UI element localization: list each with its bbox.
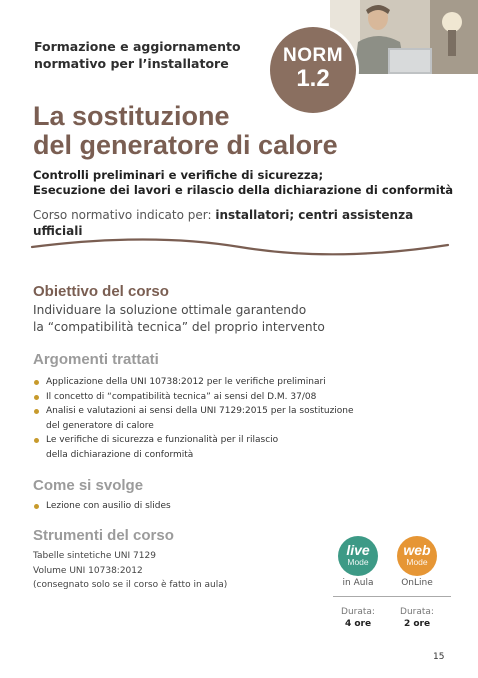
web-mode-icon [397, 536, 437, 576]
live-mode-icon [338, 536, 378, 576]
objective-line-2: la “compatibilità tecnica” del proprio intervento [33, 320, 325, 334]
live-mode-sub: Mode [347, 557, 369, 567]
topics-heading: Argomenti trattati [33, 351, 159, 368]
list-item-text: Lezione con ausilio di slides [46, 501, 171, 511]
list-item-text: Le verifiche di sicurezza e funzionalità per il rilascio [46, 435, 279, 445]
badge-number: 1.2 [296, 65, 330, 92]
web-duration-label: Durata: [400, 607, 434, 617]
list-item [33, 433, 453, 462]
how-list [33, 499, 453, 514]
objective-line-1: Individuare la soluzione ottimale garantendo [33, 303, 307, 317]
list-item [33, 375, 453, 390]
page-number: 15 [433, 652, 445, 662]
bullet-dot-icon [34, 438, 39, 443]
list-item [33, 390, 453, 405]
subtitle [33, 168, 463, 198]
badge-label: NORM [282, 45, 344, 66]
list-item-text: Il concetto di “compatibilità tecnica” ai sensi del D.M. 37/08 [46, 391, 317, 402]
list-item [33, 499, 453, 514]
audience-prefix: Corso normativo indicato per: [33, 208, 216, 222]
norm-badge [270, 27, 356, 113]
kicker-line-2: normativo per l’installatore [34, 56, 229, 71]
tools-line-3: (consegnato solo se il corso è fatto in aula) [33, 580, 228, 590]
web-duration-value: 2 ore [403, 619, 431, 629]
how-heading: Come si svolge [33, 477, 144, 494]
list-item [33, 404, 453, 433]
tools-heading: Strumenti del corso [33, 527, 174, 544]
bullet-dot-icon [34, 504, 39, 509]
web-mode-word: web [403, 542, 431, 558]
subtitle-line-2: Esecuzione dei lavori e rilascio della dichiarazione di conformità [33, 183, 454, 197]
web-mode-label: OnLine [401, 578, 433, 588]
live-duration-label: Durata: [341, 607, 375, 617]
list-item-text-cont: della dichiarazione di conformità [46, 449, 194, 460]
wave-divider [30, 235, 450, 259]
objective-heading: Obiettivo del corso [33, 283, 169, 300]
tools-line-1: Tabelle sintetiche UNI 7129 [33, 551, 156, 561]
list-item-text: Analisi e valutazioni ai sensi della UNI 7129:2015 per la sostituzione [46, 406, 354, 416]
objective-text [33, 302, 433, 336]
list-item-text: Applicazione della UNI 10738:2012 per le verifiche preliminari [46, 377, 326, 387]
topics-list [33, 375, 453, 462]
live-mode-word: live [346, 542, 370, 558]
web-mode-sub: Mode [406, 557, 428, 567]
tools-text [33, 549, 293, 593]
page-title [33, 102, 453, 160]
bullet-dot-icon [34, 380, 39, 385]
live-duration-value: 4 ore [344, 619, 372, 629]
title-line-1: La sostituzione [33, 101, 230, 131]
live-duration [328, 606, 388, 630]
subtitle-line-1: Controlli preliminari e verifiche di sicurezza; [33, 168, 324, 182]
kicker-line-1: Formazione e aggiornamento [34, 39, 241, 54]
audience-value: installatori; centri assistenza ufficiali [33, 208, 414, 238]
tools-line-2: Volume UNI 10738:2012 [33, 565, 143, 576]
duration-divider [333, 596, 451, 597]
title-line-2: del generatore di calore [33, 130, 338, 160]
bullet-dot-icon [34, 395, 39, 400]
list-item-text-cont: del generatore di calore [46, 420, 154, 431]
header-kicker [34, 38, 274, 72]
live-mode-label: in Aula [342, 578, 374, 588]
bullet-dot-icon [34, 409, 39, 414]
web-duration [387, 606, 447, 630]
